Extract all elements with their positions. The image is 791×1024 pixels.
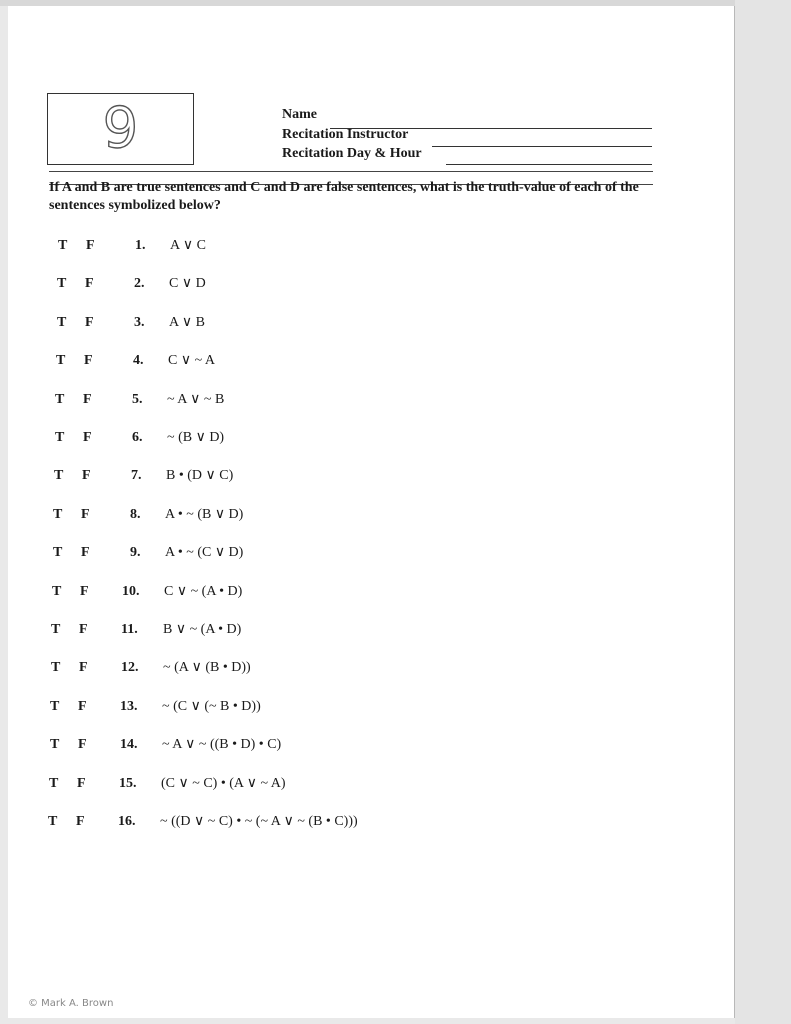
worksheet-number-box [47, 93, 194, 165]
false-option[interactable]: F [80, 583, 89, 599]
true-option[interactable]: T [53, 545, 63, 561]
question-row [50, 697, 650, 717]
false-option[interactable]: F [83, 430, 92, 445]
false-option[interactable]: F [82, 468, 91, 484]
true-option[interactable]: T [50, 698, 60, 714]
question-number: 1. [135, 238, 146, 253]
false-option[interactable]: F [79, 622, 88, 637]
question-expression: ~ (B ∨ D) [167, 430, 225, 445]
false-option[interactable]: F [76, 814, 85, 829]
question-number: 7. [131, 468, 142, 484]
question-expression: ~ (A ∨ (B • D)) [163, 660, 251, 676]
question-number: 14. [120, 737, 138, 753]
question-row [50, 735, 650, 755]
true-option[interactable]: T [51, 622, 61, 637]
question-expression: ~ (C ∨ (~ B • D)) [162, 698, 261, 714]
question-number: 11. [121, 622, 138, 637]
false-option[interactable]: F [81, 506, 90, 522]
false-option[interactable]: F [83, 391, 92, 407]
false-option[interactable]: F [85, 276, 94, 292]
true-option[interactable]: T [58, 238, 68, 253]
true-option[interactable]: T [55, 391, 65, 407]
false-option[interactable]: F [81, 545, 90, 561]
question-number: 13. [120, 698, 138, 714]
true-option[interactable]: T [57, 314, 67, 330]
false-option[interactable]: F [84, 353, 93, 369]
question-row [56, 351, 656, 371]
question-expression: A ∨ B [169, 314, 205, 330]
question-row [52, 582, 652, 602]
question-number: 10. [122, 583, 140, 599]
scan-border-right [735, 0, 791, 1024]
question-expression: A • ~ (B ∨ D) [165, 506, 244, 522]
false-option[interactable]: F [79, 660, 88, 676]
true-option[interactable]: T [49, 775, 59, 791]
question-expression: ~ ((D ∨ ~ C) • ~ (~ A ∨ ~ (B • C))) [160, 814, 358, 829]
question-expression: C ∨ ~ A [168, 353, 215, 369]
question-number: 4. [133, 353, 144, 369]
false-option[interactable]: F [78, 698, 87, 714]
question-row [57, 313, 657, 333]
question-row [51, 658, 651, 678]
question-row [57, 274, 657, 294]
question-row [54, 466, 654, 486]
question-row [53, 505, 653, 525]
true-option[interactable]: T [52, 583, 62, 599]
true-option[interactable]: T [50, 737, 60, 753]
question-number: 9. [130, 545, 141, 561]
true-option[interactable]: T [55, 430, 65, 445]
true-option[interactable]: T [54, 468, 64, 484]
false-option[interactable]: F [78, 737, 87, 753]
false-option[interactable]: F [85, 314, 94, 330]
worksheet-number: 9 [102, 96, 139, 161]
true-option[interactable]: T [53, 506, 63, 522]
instructor-label: Recitation Instructor [282, 127, 409, 142]
question-expression: (C ∨ ~ C) • (A ∨ ~ A) [161, 775, 286, 791]
question-number: 6. [132, 430, 143, 445]
copyright-footer: © Mark A. Brown [28, 998, 114, 1009]
question-row [53, 543, 653, 563]
question-row [55, 428, 655, 448]
question-number: 2. [134, 276, 145, 292]
question-number: 3. [134, 314, 145, 330]
question-number: 15. [119, 775, 137, 791]
day-hour-label: Recitation Day & Hour [282, 146, 422, 161]
true-option[interactable]: T [57, 276, 67, 292]
true-option[interactable]: T [48, 814, 58, 829]
question-row [55, 390, 655, 410]
question-row [51, 620, 651, 640]
false-option[interactable]: F [77, 775, 86, 791]
instructor-input-line[interactable] [432, 146, 652, 147]
question-expression: B • (D ∨ C) [166, 468, 234, 484]
true-option[interactable]: T [56, 353, 66, 369]
false-option[interactable]: F [86, 238, 95, 253]
instructions: If A and B are true sentences and C and D are false sentences, what is the truth-value of each of the sentences symbolized below? [49, 180, 639, 213]
question-row [49, 774, 649, 794]
question-row [58, 236, 658, 256]
day-hour-input-line[interactable] [446, 164, 652, 165]
question-expression: B ∨ ~ (A • D) [163, 622, 242, 637]
question-number: 5. [132, 391, 143, 407]
header-divider [49, 171, 653, 172]
question-row [48, 812, 648, 832]
name-label: Name [282, 107, 317, 122]
question-number: 12. [121, 660, 139, 676]
question-expression: C ∨ ~ (A • D) [164, 583, 243, 599]
question-expression: A • ~ (C ∨ D) [165, 545, 244, 561]
question-number: 8. [130, 506, 141, 522]
question-expression: A ∨ C [170, 238, 206, 253]
question-expression: ~ A ∨ ~ ((B • D) • C) [162, 737, 282, 753]
question-expression: C ∨ D [169, 276, 206, 292]
question-number: 16. [118, 814, 136, 829]
true-option[interactable]: T [51, 660, 61, 676]
question-expression: ~ A ∨ ~ B [167, 391, 225, 407]
